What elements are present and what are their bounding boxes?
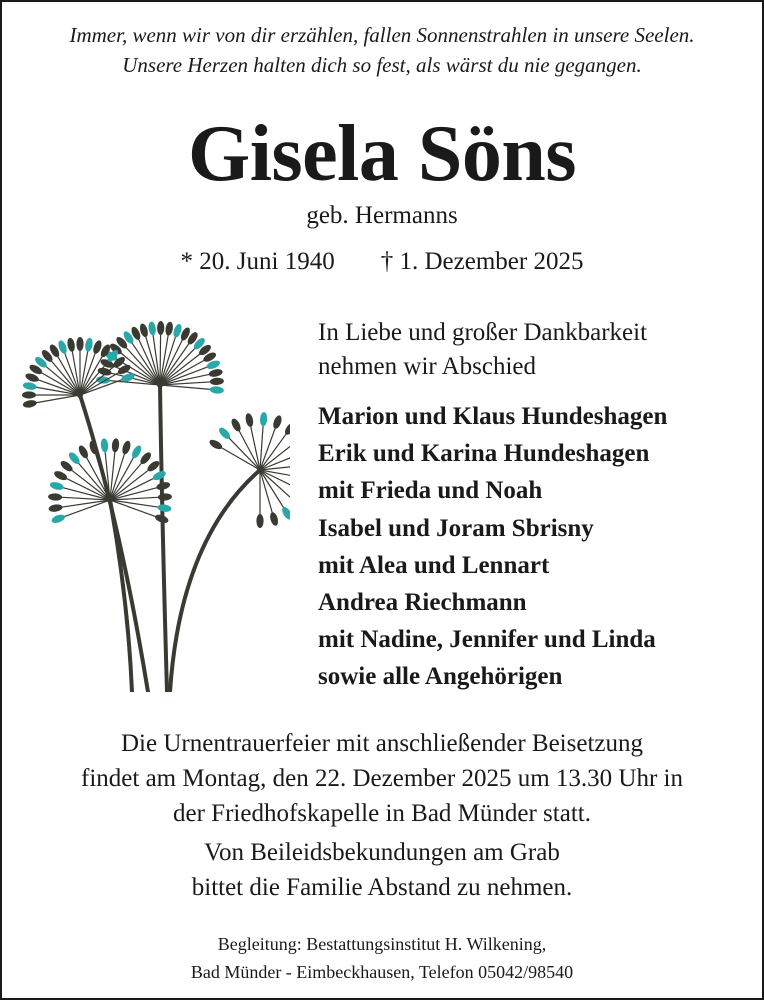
mourner-line: sowie alle Angehörigen — [318, 663, 563, 691]
dandelion-stem — [160, 385, 167, 692]
dandelion-seed — [280, 505, 290, 521]
dandelion-seed — [84, 337, 94, 352]
motto-line-2: Unsere Herzen halten dich so fest, als wärst du nie gegangen. — [122, 53, 642, 77]
dandelion-head-icon — [170, 412, 290, 692]
dandelion-seed — [151, 469, 167, 482]
dandelion-seed — [130, 444, 143, 460]
dandelion-seed — [157, 504, 172, 513]
dandelion-seed — [260, 412, 268, 426]
service-line-3: der Friedhofskapelle in Bad Münder statt. — [173, 800, 591, 827]
motto-line-1: Immer, wenn wir von dir erzählen, fallen Sonnenstrahlen in unsere Seelen. — [69, 23, 695, 47]
mourner-line: Marion und Klaus Hundeshagen — [318, 403, 668, 430]
farewell-intro — [318, 316, 748, 384]
dandelion-seed — [269, 511, 280, 526]
dandelion-seed — [148, 321, 157, 336]
dandelion-seed — [157, 321, 164, 335]
life-dates — [2, 245, 762, 279]
footer-line-2: Bad Münder - Eimbeckhausen, Telefon 05042/98540 — [190, 962, 574, 982]
dandelion-illustration-icon — [20, 320, 290, 692]
dandelion-seed — [158, 493, 172, 501]
dandelion-head-icon — [48, 438, 172, 692]
footer-line-1: Begleitung: Bestattungsinstitut H. Wilkening, — [217, 934, 547, 954]
mourner-line: Erik und Karina Hundeshagen — [318, 440, 650, 468]
death-date: † 1. Dezember 2025 — [380, 248, 584, 275]
maiden-name: geb. Hermanns — [306, 202, 458, 229]
intro-line-1: In Liebe und großer Dankbarkeit — [318, 319, 648, 346]
dandelion-seed — [22, 381, 37, 391]
dandelion-seed — [121, 440, 132, 456]
motto — [2, 20, 762, 80]
dandelion-seed — [272, 414, 284, 430]
dandelion-seed — [208, 368, 223, 378]
mourners-list — [318, 398, 758, 696]
dandelion-seed — [48, 504, 63, 513]
birth-date: * 20. Juni 1940 — [180, 248, 335, 275]
dandelion-seed — [77, 444, 90, 460]
dandelion-seed — [100, 438, 109, 453]
dandelion-seed — [111, 438, 120, 453]
dandelion-seed — [210, 386, 225, 394]
mourner-line: mit Frieda und Noah — [318, 477, 543, 505]
dandelion-seed — [156, 481, 171, 492]
dandelion-seed — [49, 481, 64, 492]
deceased-name: Gisela Söns — [188, 110, 576, 198]
service-line-1: Die Urnentrauerfeier mit anschließender Beisetzung — [121, 730, 643, 757]
funeral-home-footer — [2, 930, 762, 986]
dandelion-seed — [22, 391, 36, 398]
dandelion-seed — [76, 337, 83, 351]
dandelion-seed — [22, 399, 37, 409]
dandelion-seed — [50, 513, 66, 525]
dandelion-seed — [208, 438, 224, 451]
mourner-line: mit Nadine, Jennifer und Linda — [318, 626, 656, 654]
dandelion-seed — [283, 421, 290, 437]
dandelion-seed — [165, 321, 174, 336]
intro-line-2: nehmen wir Abschied — [318, 353, 537, 380]
dandelion-seed — [210, 377, 224, 385]
mourner-line: Isabel und Joram Sbrisny — [318, 514, 594, 542]
dandelion-seed — [230, 417, 243, 433]
dandelion-stem — [170, 470, 260, 692]
dandelion-seed — [244, 413, 254, 428]
dandelion-seed — [48, 493, 62, 501]
funeral-service-info — [2, 726, 762, 905]
dandelion-seed — [53, 469, 69, 482]
condolence-line-2: bittet die Familie Abstand zu nehmen. — [191, 874, 573, 901]
service-line-2: findet am Montag, den 22. Dezember 2025 um 13.30 Uhr in — [81, 765, 683, 792]
condolence-line-1: Von Beileidsbekundungen am Grab — [204, 839, 560, 866]
mourner-line: Andrea Riechmann — [318, 589, 527, 617]
mourner-line: mit Alea und Lennart — [318, 551, 550, 579]
dandelion-seed — [66, 337, 76, 352]
dandelion-seed — [256, 514, 263, 528]
